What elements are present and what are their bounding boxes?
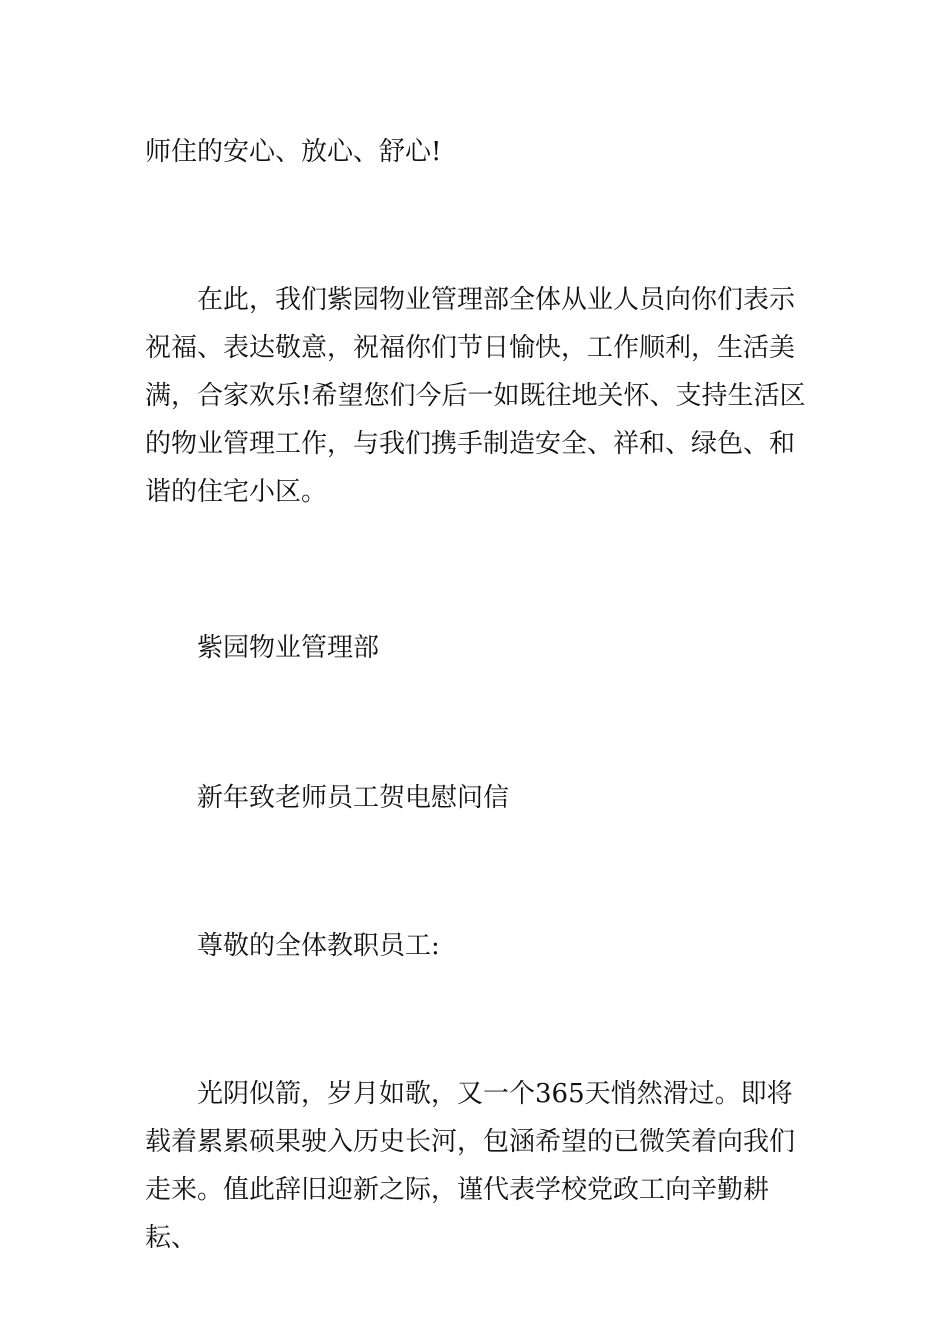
paragraph-blessing: 在此，我们紫园物业管理部全体从业人员向你们表示祝福、表达敬意，祝福你们节日愉快，工作顺利，生活美满，合家欢乐!希望您们今后一如既往地关怀、支持生活区的物业管理工作，与我们携手制造安全、祥和、绿色、和谐的住宅小区。 [145,285,806,507]
letter-title: 新年致老师员工贺电慰问信 [197,783,510,813]
paragraph-new-year: 光阴似箭，岁月如歌，又一个365天悄然滑过。即将载着累累硕果驶入历史长河，包涵希望的已微笑着向我们走来。值此辞旧迎新之际，谨代表学校党政工向辛勤耕耘、 [145,1079,796,1253]
salutation-line: 尊敬的全体教职员工: [197,931,440,961]
paragraph-continuation: 师住的安心、放心、舒心! [145,137,442,167]
signature-line: 紫园物业管理部 [197,633,380,663]
